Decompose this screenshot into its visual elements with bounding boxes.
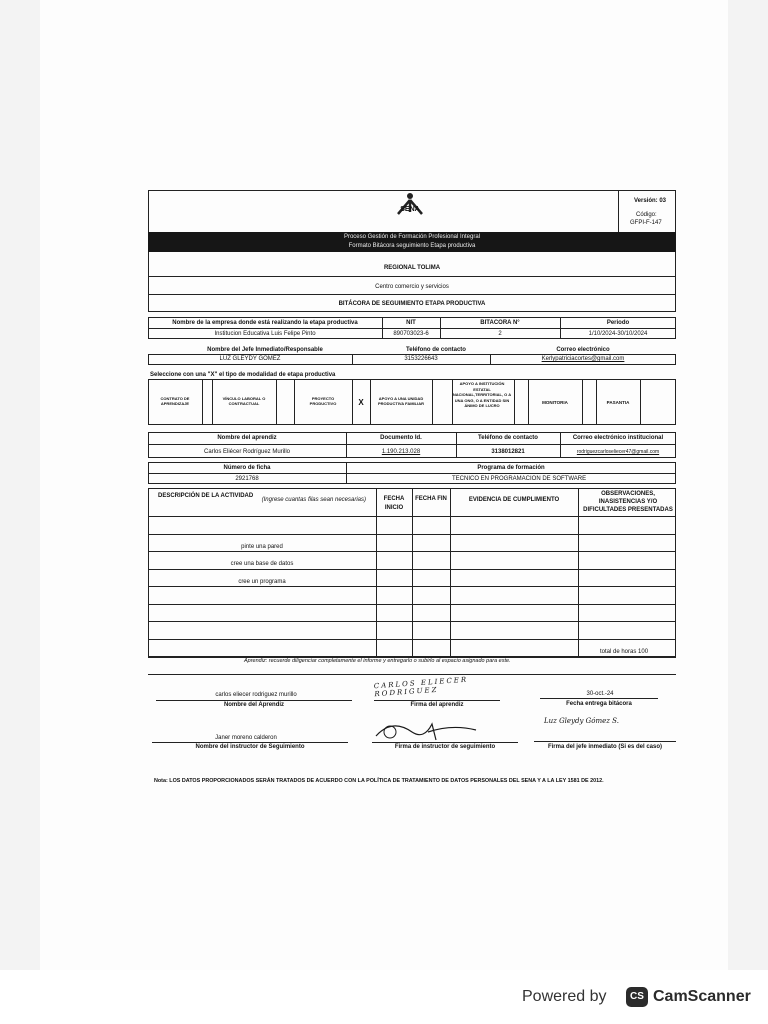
- desc-label: DESCRIPCIÓN DE LA ACTIVIDAD: [158, 493, 254, 499]
- version: Versión: 03: [634, 198, 667, 204]
- evidencia-label: EVIDENCIA DE CUMPLIMIENTO: [468, 497, 560, 503]
- regional: REGIONAL TOLIMA: [383, 265, 441, 271]
- activity-description: cree un programa: [238, 578, 286, 585]
- option-proyecto: PROYECTO PRODUCTIVO: [309, 396, 337, 406]
- doc-value: 1.190.213.028: [381, 449, 421, 455]
- option-apoyo-familiar: APOYO A UNA UNIDAD PRODUCTIVA FAMILIAR: [378, 396, 424, 406]
- table-row-divider: [148, 604, 676, 605]
- empresa-label: Nombre de la empresa donde está realizando la etapa productiva: [172, 320, 358, 326]
- apprentice-signature: CARLOS ELIECER RODRIGUEZ: [373, 675, 469, 699]
- process-line2: Formato Bitácora seguimiento Etapa productiva: [348, 243, 476, 249]
- instructor-name: Janer moreno calderon: [215, 735, 277, 741]
- aprendiz-email-label: Correo electrónico institucional: [572, 435, 664, 441]
- nit-label: NIT: [406, 320, 416, 326]
- aprendiz-tel-value: 3138012821: [491, 449, 525, 455]
- desc-note: (Ingrese cuantas filas sean necesarias): [261, 497, 366, 503]
- centro: Centro comercio y servicios: [375, 284, 449, 290]
- option-contrato: CONTRATO DE APRENDIZAJE: [160, 396, 190, 406]
- activity-description: pinte una pared: [241, 543, 283, 550]
- periodo-label: Periodo: [606, 320, 630, 326]
- apprentice-sign-label: Firma del aprendiz: [410, 702, 464, 708]
- reminder-text: Aprendiz: recuerde diligenciar completamente el informe y entregarlo o subirlo al espacio asignado para este.: [244, 658, 511, 664]
- powered-by: Powered by: [522, 988, 607, 1005]
- camscanner-footer: [0, 970, 768, 1024]
- jefe-email-value: Kerlypatriciacortes@gmail.com: [541, 356, 625, 362]
- camscanner-brand: CamScanner: [653, 988, 751, 1005]
- jefe-email-label: Correo electrónico: [556, 347, 610, 353]
- bitacora-label: BITACORA N°: [480, 320, 520, 326]
- jefe-tel-label: Teléfono de contacto: [406, 347, 466, 353]
- logo-glyph: CS: [630, 991, 644, 1002]
- jefe-value: LUZ GLEYDY GOMEZ: [219, 356, 281, 362]
- empresa-value: Institucion Educativa Luis Felipe Pinto: [214, 331, 316, 337]
- ficha-value: 2921768: [235, 476, 259, 482]
- table-row-divider: [148, 551, 676, 552]
- periodo-value: 1/10/2024-30/10/2024: [588, 331, 648, 337]
- programa-value: TECNICO EN PROGRAMACION DE SOFTWARE: [452, 476, 587, 482]
- modalidad-label: Seleccione con una "X" el tipo de modalidad de etapa productiva: [150, 372, 336, 378]
- bitacora-title: BITÁCORA DE SEGUIMIENTO ETAPA PRODUCTIVA: [338, 301, 486, 307]
- instructor-sign-label: Firma de instructor de seguimiento: [394, 744, 496, 750]
- delivery-date: 30-oct.-24: [586, 691, 614, 697]
- table-row-divider: [148, 674, 676, 675]
- apprentice-name-label: Nombre del Aprendiz: [223, 702, 285, 708]
- boss-sign-label: Firma del jefe inmediato (Si es del caso): [547, 744, 663, 750]
- code-label: Código:: [636, 212, 657, 218]
- total-hours: total de horas 100: [600, 649, 649, 655]
- camscanner-logo-icon: [626, 987, 648, 1007]
- obs-label: OBSERVACIONES, INASISTENCIAS Y/O DIFICULTADES PRESENTADAS: [583, 491, 673, 513]
- instructor-signature: [372, 714, 482, 744]
- option-apoyo-institucion: APOYO A INSTITUCIÓN ESTATAL NACIONAL,TERRITORIAL, O A UNA ONG, O A ENTIDAD SIN ÁNIMO DE LUCRO: [452, 381, 512, 408]
- ficha-label: Número de ficha: [223, 465, 271, 471]
- mark-x: X: [358, 398, 364, 407]
- sena-logo: [388, 192, 432, 224]
- option-pasantia: PASANTIA: [606, 400, 630, 405]
- table-row-divider: [148, 656, 676, 657]
- nit-value: 890703023-6: [393, 331, 429, 337]
- programa-label: Programa de formación: [477, 465, 545, 471]
- option-vinculo: VÍNCULO LABORAL O CONTRACTUAL: [222, 396, 266, 406]
- code-value: GFPI-F-147: [630, 220, 662, 226]
- table-row-divider: [148, 516, 676, 517]
- table-row-divider: [148, 534, 676, 535]
- table-row-divider: [148, 639, 676, 640]
- table-row-divider: [148, 569, 676, 570]
- inicio-label: FECHA INICIO: [383, 496, 405, 511]
- aprendiz-tel-label: Teléfono de contacto: [478, 435, 538, 441]
- option-monitoria: MONITORIA: [542, 400, 568, 405]
- delivery-label: Fecha entrega bitácora: [566, 701, 632, 707]
- aprendiz-name-label: Nombre del aprendiz: [217, 435, 277, 441]
- table-row-divider: [148, 586, 676, 587]
- doc-label: Documento Id.: [380, 435, 422, 441]
- activity-description: cree una base de datos: [230, 561, 294, 567]
- boss-signature: Luz Gleydy Gómez S.: [544, 717, 619, 725]
- logo-text: SENA: [400, 206, 420, 213]
- table-row-divider: [148, 621, 676, 622]
- apprentice-name: carlos eliecer rodriguez murillo: [215, 692, 297, 698]
- aprendiz-name-value: Carlos Eliécer Rodríguez Murillo: [203, 449, 291, 455]
- fin-label: FECHA FIN: [415, 496, 447, 502]
- jefe-tel-value: 3153226643: [404, 356, 438, 362]
- instructor-name-label: Nombre del instructor de Seguimiento: [195, 744, 305, 750]
- aprendiz-email-value: rodriguezcarloseliecer47@gmail.com: [576, 449, 660, 455]
- bitacora-value: 2: [498, 331, 502, 337]
- jefe-label: Nombre del Jefe Inmediato/Responsable: [207, 347, 323, 353]
- data-policy-note: Nota: LOS DATOS PROPORCIONADOS SERÁN TRATADOS DE ACUERDO CON LA POLÍTICA DE TRATAMIENTO DE DATOS PERSONALES DEL SENA Y A LA LEY 1581 DE 2012.: [154, 778, 604, 784]
- process-line1: Proceso Gestión de Formación Profesional Integral: [343, 234, 481, 240]
- scanned-page: [40, 0, 728, 970]
